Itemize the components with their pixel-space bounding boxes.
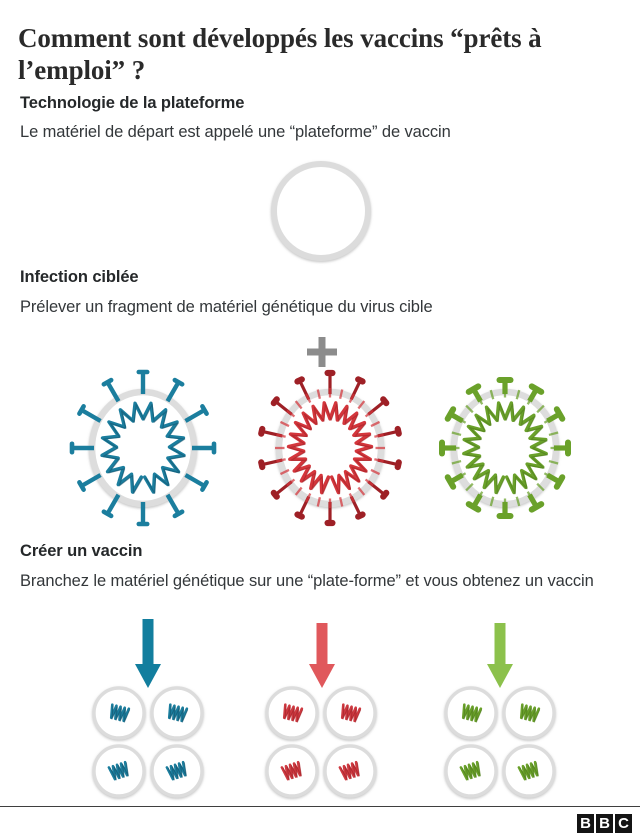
- genetic-squiggle-icon: [340, 705, 361, 723]
- vaccine-dose-icon: [325, 688, 375, 738]
- vaccine-dose-icon: [94, 746, 144, 796]
- genetic-squiggle-icon: [519, 705, 540, 723]
- vaccine-dose-icon: [94, 688, 144, 738]
- genetic-squiggle-icon: [340, 762, 361, 781]
- blue-arrow-icon: [135, 619, 161, 688]
- genetic-squiggle-icon: [282, 762, 303, 781]
- vaccine-dose-icon: [504, 688, 554, 738]
- vaccine-dose-icon: [267, 688, 317, 738]
- genetic-squiggle-icon: [461, 705, 482, 723]
- blue-virus-icon: [70, 370, 217, 527]
- genetic-squiggle-icon: [167, 762, 188, 781]
- vaccine-dose-icon: [325, 746, 375, 796]
- genetic-squiggle-icon: [519, 762, 540, 781]
- green-vaccine-group: [446, 688, 554, 796]
- section-body-targeted-infection: Prélever un fragment de matériel génétique du virus cible: [20, 298, 433, 316]
- plus-sign-icon: [307, 337, 337, 367]
- footer-divider: [0, 806, 640, 807]
- page-title: Comment sont développés les vaccins “prêts à l’emploi” ?: [18, 23, 542, 86]
- vaccine-dose-icon: [152, 746, 202, 796]
- genetic-squiggle-icon: [167, 705, 188, 723]
- green-virus-icon: [439, 377, 571, 519]
- section-body-create-vaccine: Branchez le matériel génétique sur une “plate-forme” et vous obtenez un vaccin: [20, 572, 594, 590]
- red-vaccine-group: [267, 688, 375, 796]
- blue-vaccine-group: [94, 688, 202, 796]
- vaccine-dose-icon: [152, 688, 202, 738]
- genetic-squiggle-icon: [461, 762, 482, 781]
- section-title-create-vaccine: Créer un vaccin: [20, 542, 143, 560]
- vaccine-dose-icon: [267, 746, 317, 796]
- vaccine-dose-icon: [446, 688, 496, 738]
- section-title-targeted-infection: Infection ciblée: [20, 268, 139, 286]
- genetic-squiggle-icon: [109, 762, 130, 781]
- vaccine-dose-icon: [446, 746, 496, 796]
- bbc-logo-letter: C: [615, 814, 632, 833]
- section-body-platform: Le matériel de départ est appelé une “plateforme” de vaccin: [20, 123, 451, 141]
- red-virus-icon: [258, 370, 403, 526]
- bbc-logo-letter: B: [577, 814, 594, 833]
- bbc-logo: [577, 814, 632, 833]
- genetic-squiggle-icon: [282, 705, 303, 723]
- section-title-platform: Technologie de la plateforme: [20, 94, 245, 112]
- vaccine-dose-icon: [504, 746, 554, 796]
- platform-ring-icon: [274, 164, 368, 258]
- genetic-squiggle-icon: [109, 705, 130, 723]
- green-arrow-icon: [487, 623, 513, 688]
- red-arrow-icon: [309, 623, 335, 688]
- bbc-logo-letter: B: [596, 814, 613, 833]
